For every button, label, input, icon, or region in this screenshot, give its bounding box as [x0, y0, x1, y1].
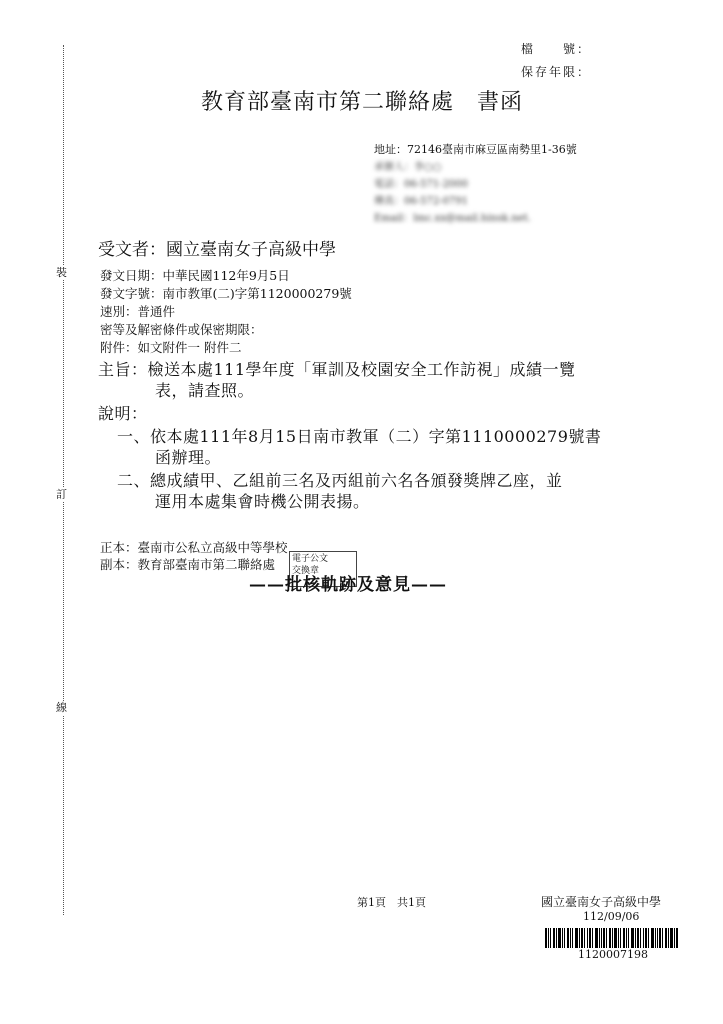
- receiver-stamp-date: 112/09/06: [583, 910, 640, 923]
- page-indicator: 第1頁 共1頁: [357, 896, 426, 909]
- sender-address: 地址：72146臺南市麻豆區南勢里1-36號: [374, 143, 577, 156]
- retention-label: 保存年限：: [521, 65, 592, 79]
- secrecy-level: 密等及解密條件或保密期限：: [100, 322, 263, 337]
- document-title: 教育部臺南市第二聯絡處 書函: [201, 90, 524, 115]
- delivery-speed: 速別：普通件: [100, 304, 176, 319]
- sender-phone: 電話：06-571-2000: [374, 179, 469, 190]
- explanation-item-2-line-1: 二、總成績甲、乙組前三名及丙組前六名各頒發獎牌乙座，並: [117, 471, 563, 490]
- subject-line-1: 主旨：檢送本處111學年度「軍訓及校園安全工作訪視」成績一覽: [98, 360, 576, 379]
- binding-line: [63, 45, 64, 915]
- recipient: 受文者：國立臺南女子高級中學: [98, 240, 336, 260]
- explanation-item-2-line-2: 運用本處集會時機公開表揚。: [155, 492, 370, 511]
- stamp-line-1: 電子公文: [292, 554, 329, 564]
- issue-date: 發文日期：中華民國112年9月5日: [100, 268, 290, 283]
- receiver-stamp-name: 國立臺南女子高級中學: [541, 895, 662, 909]
- binding-mark-bind: 裝: [56, 266, 67, 279]
- explanation-heading: 說明：: [98, 404, 148, 423]
- binding-mark-line: 線: [56, 701, 67, 714]
- explanation-item-1-line-2: 函辦理。: [155, 448, 222, 467]
- sender-email: Email：lmc.xx@mail.hinsk.net.: [374, 213, 531, 224]
- distribution-copy: 副本：教育部臺南市第二聯絡處: [100, 557, 276, 572]
- issue-number: 發文字號：南市教軍(二)字第1120000279號: [100, 286, 352, 301]
- file-number-label: 檔 號：: [521, 42, 592, 56]
- binding-mark-staple: 訂: [56, 488, 67, 501]
- stamp-line-2: 交換章: [292, 566, 320, 576]
- subject-line-2: 表，請查照。: [155, 381, 255, 400]
- distribution-original: 正本：臺南市公私立高級中等學校: [100, 540, 288, 555]
- sender-contact-person: 承辦人：李○○: [374, 162, 442, 173]
- attachments: 附件：如文附件一 附件二: [100, 340, 242, 355]
- sender-fax: 傳真：06-572-0791: [374, 196, 469, 207]
- barcode: [545, 928, 679, 948]
- barcode-number: 1120007198: [578, 948, 648, 961]
- review-heading: ——批核軌跡及意見——: [249, 575, 447, 595]
- explanation-item-1-line-1: 一、依本處111年8月15日南市教軍（二）字第1110000279號書: [117, 427, 602, 446]
